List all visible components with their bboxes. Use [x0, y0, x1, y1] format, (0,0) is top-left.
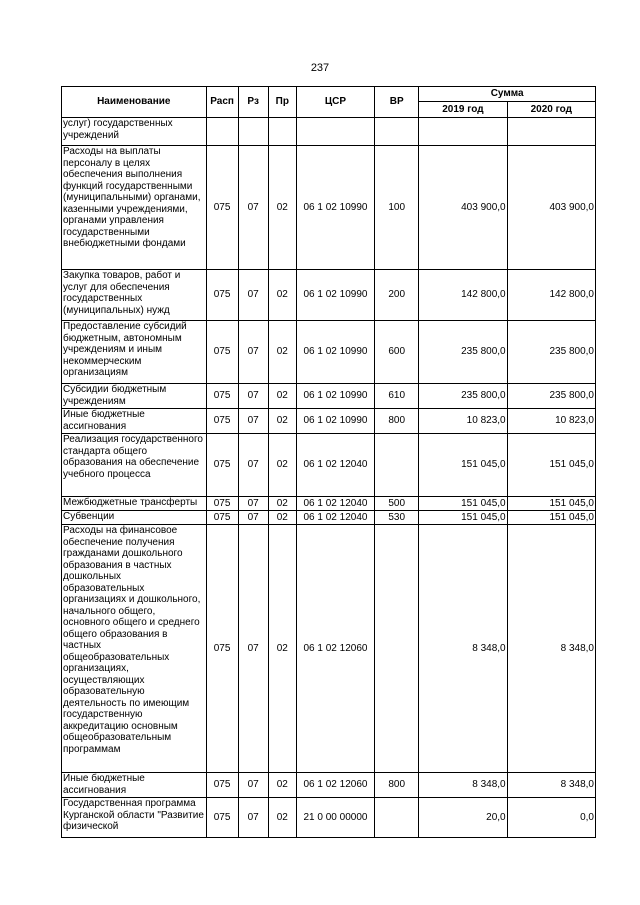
- row-sum-2019: 142 800,0: [419, 270, 507, 321]
- table-row: [62, 497, 596, 511]
- row-rz: 07: [238, 798, 268, 838]
- table-row: [62, 773, 596, 798]
- row-pr: 02: [268, 434, 296, 497]
- row-name: Предоставление субсидий бюджетным, автономным учреждениям и иным некоммерческим организациям: [62, 321, 207, 384]
- row-pr: 02: [268, 146, 296, 270]
- row-csr: 06 1 02 12040: [296, 497, 374, 511]
- row-csr: 06 1 02 10990: [296, 321, 374, 384]
- row-rasp: 075: [206, 434, 238, 497]
- row-pr: 02: [268, 321, 296, 384]
- row-csr: 06 1 02 12060: [296, 525, 374, 773]
- row-sum-2020: 8 348,0: [507, 525, 595, 773]
- header-csr: ЦСР: [296, 87, 374, 118]
- row-vr: 800: [375, 409, 419, 434]
- row-rasp: 075: [206, 773, 238, 798]
- row-sum-2019: 151 045,0: [419, 511, 507, 525]
- row-pr: 02: [268, 497, 296, 511]
- row-rz: 07: [238, 525, 268, 773]
- header-rz: Рз: [238, 87, 268, 118]
- table-row: [62, 321, 596, 384]
- row-sum-2020: [507, 118, 595, 146]
- row-sum-2019: 20,0: [419, 798, 507, 838]
- row-vr: 610: [375, 384, 419, 409]
- row-name: Государственная программа Курганской области "Развитие физической: [62, 798, 207, 838]
- table-row: [62, 434, 596, 497]
- header-name: Наименование: [62, 87, 207, 118]
- row-vr: [375, 525, 419, 773]
- row-pr: 02: [268, 511, 296, 525]
- header-2019: 2019 год: [419, 102, 507, 118]
- row-sum-2020: 10 823,0: [507, 409, 595, 434]
- header-2020: 2020 год: [507, 102, 595, 118]
- table-row: [62, 384, 596, 409]
- row-sum-2019: 235 800,0: [419, 321, 507, 384]
- row-sum-2019: 151 045,0: [419, 497, 507, 511]
- table-row: [62, 798, 596, 838]
- row-sum-2020: 235 800,0: [507, 384, 595, 409]
- row-pr: 02: [268, 409, 296, 434]
- row-rasp: 075: [206, 497, 238, 511]
- row-rz: [238, 118, 268, 146]
- row-sum-2019: 8 348,0: [419, 773, 507, 798]
- row-rasp: [206, 118, 238, 146]
- row-sum-2019: 10 823,0: [419, 409, 507, 434]
- row-sum-2020: 8 348,0: [507, 773, 595, 798]
- row-name: Расходы на выплаты персоналу в целях обеспечения выполнения функций государственными (муниципальными) органами, казенными учреждениями, органами управления государственными внебюджетными фондами: [62, 146, 207, 270]
- row-name: Расходы на финансовое обеспечение получения гражданами дошкольного образования в частных дошкольных образовательных организациях и дошкольного, начального общего, основного общего и среднего общего образования в частных общеобразовательных организациях, осуществляющих образовательную деятельность по имеющим государственную аккредитацию основным общеобразовательным программам: [62, 525, 207, 773]
- row-name: Межбюджетные трансферты: [62, 497, 207, 511]
- row-csr: 21 0 00 00000: [296, 798, 374, 838]
- table-row: [62, 118, 596, 146]
- row-sum-2020: 151 045,0: [507, 434, 595, 497]
- budget-table: [61, 86, 596, 838]
- row-rz: 07: [238, 409, 268, 434]
- header-vr: ВР: [375, 87, 419, 118]
- row-name: Субвенции: [62, 511, 207, 525]
- row-name: Иные бюджетные ассигнования: [62, 773, 207, 798]
- table-row: [62, 270, 596, 321]
- page-number: 237: [310, 62, 330, 74]
- header-rasp: Расп: [206, 87, 238, 118]
- row-pr: 02: [268, 384, 296, 409]
- row-pr: 02: [268, 798, 296, 838]
- row-sum-2019: 235 800,0: [419, 384, 507, 409]
- row-name: Закупка товаров, работ и услуг для обеспечения государственных (муниципальных) нужд: [62, 270, 207, 321]
- row-rz: 07: [238, 384, 268, 409]
- row-vr: 800: [375, 773, 419, 798]
- row-rz: 07: [238, 321, 268, 384]
- row-vr: 200: [375, 270, 419, 321]
- row-csr: 06 1 02 12060: [296, 773, 374, 798]
- row-sum-2020: 142 800,0: [507, 270, 595, 321]
- row-rasp: 075: [206, 321, 238, 384]
- row-rz: 07: [238, 497, 268, 511]
- row-sum-2020: 403 900,0: [507, 146, 595, 270]
- row-csr: 06 1 02 10990: [296, 270, 374, 321]
- row-vr: 500: [375, 497, 419, 511]
- row-sum-2020: 151 045,0: [507, 511, 595, 525]
- row-vr: [375, 798, 419, 838]
- row-sum-2020: 151 045,0: [507, 497, 595, 511]
- row-pr: [268, 118, 296, 146]
- row-pr: 02: [268, 773, 296, 798]
- table-row: [62, 146, 596, 270]
- row-name: Субсидии бюджетным учреждениям: [62, 384, 207, 409]
- row-rasp: 075: [206, 146, 238, 270]
- row-csr: 06 1 02 12040: [296, 434, 374, 497]
- header-pr: Пр: [268, 87, 296, 118]
- row-sum-2020: 0,0: [507, 798, 595, 838]
- row-vr: 530: [375, 511, 419, 525]
- row-rasp: 075: [206, 525, 238, 773]
- row-sum-2020: 235 800,0: [507, 321, 595, 384]
- row-rz: 07: [238, 773, 268, 798]
- row-name: Реализация государственного стандарта общего образования на обеспечение учебного процесса: [62, 434, 207, 497]
- row-rasp: 075: [206, 511, 238, 525]
- table-row: [62, 511, 596, 525]
- row-vr: 100: [375, 146, 419, 270]
- row-csr: 06 1 02 10990: [296, 409, 374, 434]
- row-vr: [375, 118, 419, 146]
- row-vr: [375, 434, 419, 497]
- row-sum-2019: 8 348,0: [419, 525, 507, 773]
- row-vr: 600: [375, 321, 419, 384]
- row-pr: 02: [268, 525, 296, 773]
- row-rz: 07: [238, 146, 268, 270]
- header-sum: Сумма: [419, 87, 596, 102]
- row-rz: 07: [238, 434, 268, 497]
- row-rz: 07: [238, 270, 268, 321]
- row-csr: [296, 118, 374, 146]
- row-sum-2019: [419, 118, 507, 146]
- row-name: услуг) государственных учреждений: [62, 118, 207, 146]
- table-row: [62, 525, 596, 773]
- row-sum-2019: 403 900,0: [419, 146, 507, 270]
- row-csr: 06 1 02 10990: [296, 146, 374, 270]
- row-csr: 06 1 02 10990: [296, 384, 374, 409]
- row-sum-2019: 151 045,0: [419, 434, 507, 497]
- row-rasp: 075: [206, 409, 238, 434]
- row-rasp: 075: [206, 270, 238, 321]
- row-pr: 02: [268, 270, 296, 321]
- row-name: Иные бюджетные ассигнования: [62, 409, 207, 434]
- table-row: [62, 409, 596, 434]
- row-rasp: 075: [206, 798, 238, 838]
- row-rasp: 075: [206, 384, 238, 409]
- row-csr: 06 1 02 12040: [296, 511, 374, 525]
- row-rz: 07: [238, 511, 268, 525]
